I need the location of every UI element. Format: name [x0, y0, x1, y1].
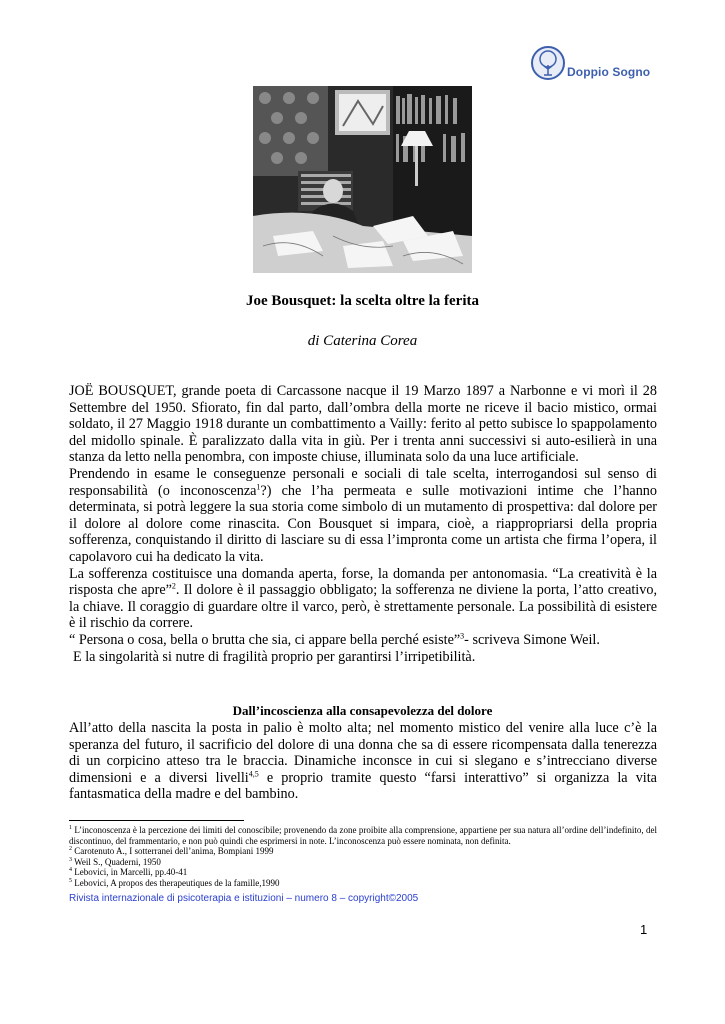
paragraph: “ Persona o cosa, bella o brutta che sia, ci appare bella perché esiste”$^3$- scriveva Simone Weil. — [69, 631, 600, 648]
article-title: Joe Bousquet: la scelta oltre la ferita — [245, 293, 479, 309]
article-body — [69, 383, 657, 665]
footnote-ref[interactable]: 4,5 — [248, 769, 259, 779]
journal-footer: Rivista internazionale di psicoterapia e istituzioni – numero 8 – copyright©2005 — [69, 893, 419, 904]
logo-text: Doppio Sogno — [567, 65, 651, 79]
paragraph: La sofferenza costituisce una domanda aperta, forse, la domanda per antonomasia. “La creatività è la risposta che apre”$^2$. Il dolore è il passaggio obbligato; la sofferenza ne diviene la porta, l’atto creativo, la chiave. Il coraggio di guardare oltre il varco, però, è strettamente personale. La possibilità di esistere è il rischio da correre. — [69, 565, 657, 632]
section-heading: Dall’incoscienza alla consapevolezza del dolore — [232, 703, 493, 718]
footnote-divider — [69, 820, 244, 821]
paragraph: Prendendo in esame le conseguenze personali e sociali di tale scelta, interrogandosi sul senso di responsabilità (o inconoscenza$^1$?) che l’ha permeata e sulle motivazioni intime che l’hanno determinata, si potrà leggere la sua storia come simbolo di un mutamento di prospettiva: dal dolore per il dolore al dolore come rinascita. Con Bousquet si impara, cioè, a riappropriarsi della propria sofferenza, conquistando il diritto di lasciare su di essa l’impronta come un artista che firma l’opera, il capolavoro cui ha dedicato la vita. — [69, 465, 657, 565]
footnotes — [69, 825, 657, 889]
footnote-ref[interactable]: 1 — [256, 481, 261, 491]
author-photo — [253, 86, 472, 273]
footnote: $^1$ L’inconoscenza è la percezione dei limiti del conoscibile; provenendo da zone proibite alla comprensione, appartiene per sua natura all’ordine dell’indefinito, del discontinuo, del frammentario, e non può quindi che esprimersi in note. L’inconoscenza può essere nominata, non definita. — [69, 825, 657, 846]
footnote-ref[interactable]: 2 — [171, 581, 176, 591]
tree-circle-icon — [530, 45, 566, 81]
page-number: 1 — [640, 922, 648, 937]
footnote-ref[interactable]: 3 — [460, 631, 465, 641]
article-body-2: All’atto della nascita la posta in palio è molto alta; nel momento mistico del venire alla luce c’è la speranza del futuro, il sacrificio del dolore di una donna che sa di essere ricompensata dalla tenerezza di un corpicino atteso tra le braccia. Dinamiche inconsce in cui si slegano e s’intrecciano diverse dimensioni e a diversi livelli$^{4,5}$ e proprio tramite questo “farsi interattivo” si organizza la vita fantasmatica della madre e del bambino. — [69, 720, 657, 803]
paragraph: JOË BOUSQUET, grande poeta di Carcassone nacque il 19 Marzo 1897 a Narbonne e vi morì il 28 Settembre del 1950. Sfiorato, fin dal parto, dall’ombra della morte ne riceve il bacio mistico, ormai soldato, il 27 Maggio 1918 durante un combattimento a Vailly: ferito al petto subisce lo spappolamento del midollo spinale. È paralizzato dalla vita in giù. Per i trenta anni successivi si auto-esilierà in una stanza da letto nella penombra, con imposte chiuse, illuminata solo da una luce artificiale. — [69, 383, 657, 466]
footnote: $^4$ Lebovici, in Marcelli, pp.40-41 — [69, 867, 188, 878]
footnote: $^3$ Weil S., Quaderni, 1950 — [69, 856, 161, 867]
footnote: $^2$ Carotenuto A., I sotterranei dell’anima, Bompiani 1999 — [69, 846, 274, 857]
paragraph: E la singolarità si nutre di fragilità proprio per garantirsi l’irripetibilità. — [73, 648, 476, 665]
article-author: di Caterina Corea — [307, 333, 418, 349]
footnote: $^5$ Lebovici, A propos des therapeutiques de la famille,1990 — [69, 877, 280, 888]
logo — [530, 45, 655, 90]
